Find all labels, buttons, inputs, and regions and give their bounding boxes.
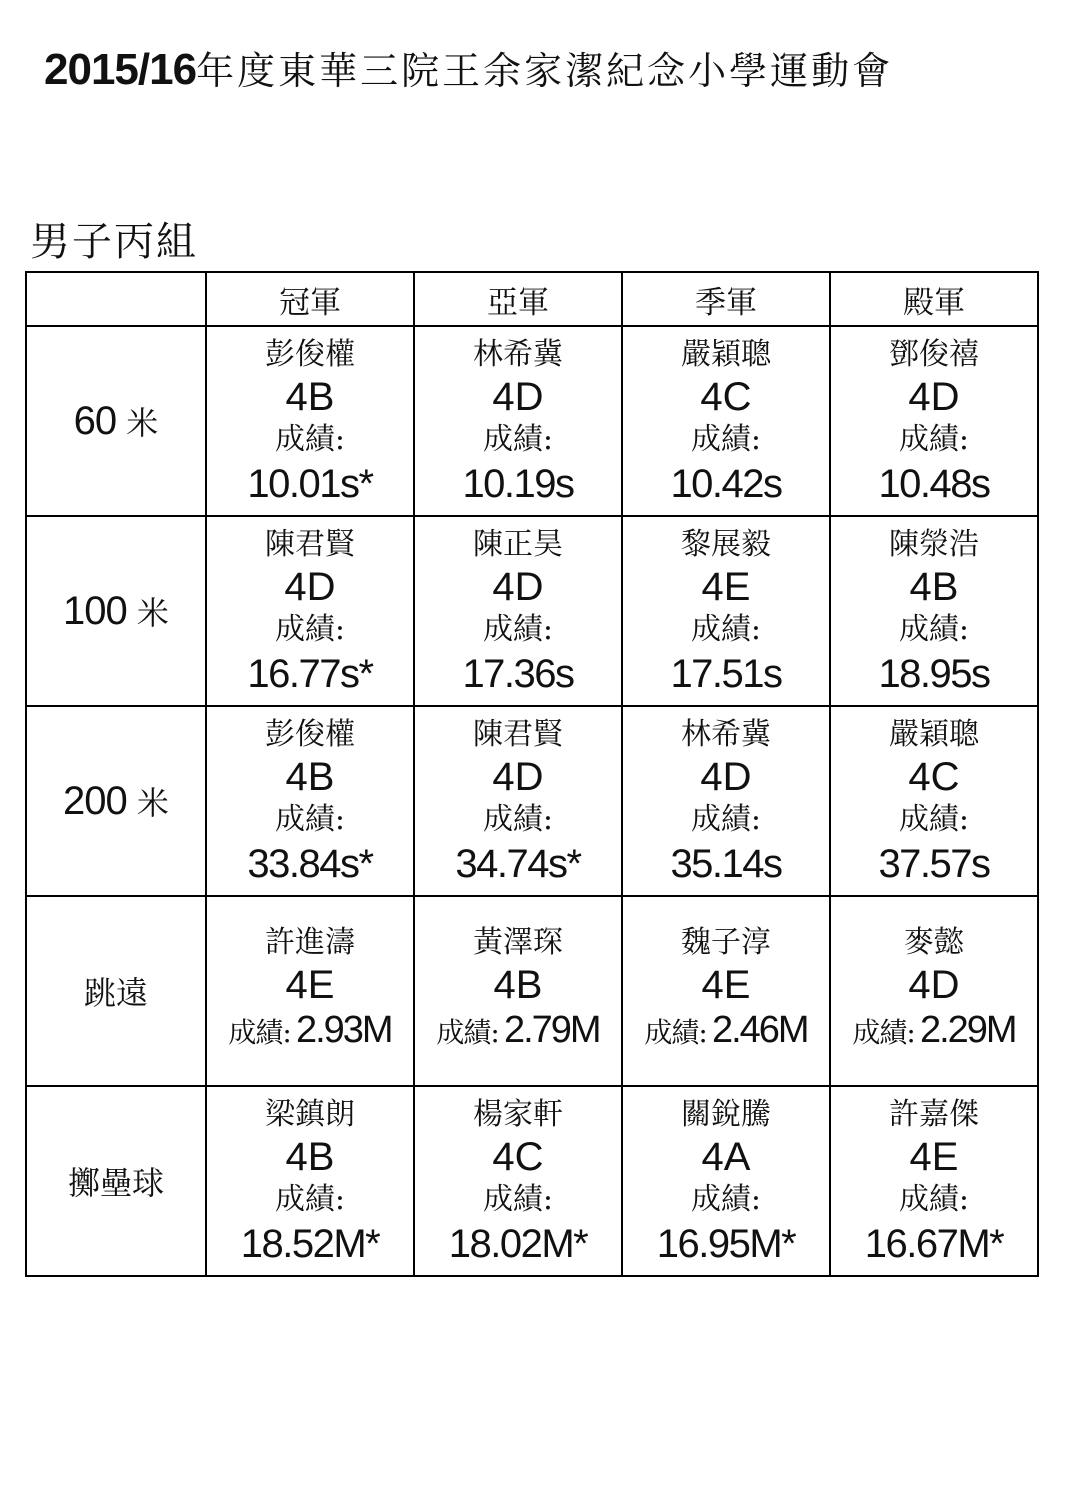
score-label: 成績:	[436, 1015, 499, 1049]
athlete-name: 彭俊權	[265, 337, 355, 372]
result-cell	[830, 706, 1038, 896]
header-fourth-place: 殿軍	[830, 272, 1038, 326]
title-text: 年度東華三院王余家潔紀念小學運動會	[196, 49, 894, 93]
event-row	[26, 896, 1038, 1086]
header-row	[26, 272, 1038, 326]
corner-cell	[26, 272, 206, 326]
athlete-name: 陳滎浩	[889, 527, 979, 562]
athlete-class: 4C	[492, 1135, 544, 1179]
result-cell	[414, 896, 622, 1086]
athlete-class: 4E	[909, 1135, 959, 1179]
result-cell	[830, 1086, 1038, 1276]
event-unit: 米	[136, 784, 169, 822]
athlete-name: 林希冀	[681, 717, 771, 752]
header-first-runner-up: 亞軍	[414, 272, 622, 326]
athlete-class: 4B	[909, 565, 959, 609]
result-cell	[830, 326, 1038, 516]
event-name-cell	[26, 326, 206, 516]
event-row	[26, 1086, 1038, 1276]
score-line	[623, 1007, 829, 1060]
result-cell	[414, 1086, 622, 1276]
score-label: 成績:	[898, 802, 970, 837]
score-value: 18.95s	[878, 652, 990, 696]
athlete-name: 陳君賢	[473, 717, 563, 752]
event-name-cell	[26, 1086, 206, 1276]
athlete-name: 鄧俊禧	[889, 337, 979, 372]
results-body	[26, 326, 1038, 1276]
result-cell	[830, 896, 1038, 1086]
score-label: 成績:	[482, 802, 554, 837]
score-value: 2.29M	[919, 1008, 1016, 1051]
event-unit: 米	[136, 594, 169, 632]
score-value: 37.57s	[878, 842, 990, 886]
score-value: 17.36s	[462, 652, 574, 696]
title-year: 2015/16	[44, 45, 197, 94]
athlete-name: 許進濤	[265, 924, 355, 960]
athlete-name: 關銳騰	[681, 1097, 771, 1132]
score-label: 成績:	[690, 612, 762, 647]
score-value: 10.42s	[670, 462, 782, 506]
athlete-name: 林希冀	[473, 337, 563, 372]
athlete-class: 4D	[908, 375, 960, 419]
page-title	[44, 45, 894, 94]
result-cell	[622, 1086, 830, 1276]
result-cell	[830, 516, 1038, 706]
score-value: 2.79M	[503, 1008, 600, 1051]
athlete-name: 黎展毅	[681, 527, 771, 562]
score-label: 成績:	[644, 1015, 707, 1049]
event-row	[26, 706, 1038, 896]
athlete-name: 楊家軒	[473, 1097, 563, 1132]
athlete-class: 4D	[492, 565, 544, 609]
score-line	[415, 1007, 621, 1060]
event-label	[63, 779, 169, 823]
score-label: 成績:	[690, 422, 762, 457]
result-cell	[622, 326, 830, 516]
score-label: 成績:	[690, 802, 762, 837]
score-value: 35.14s	[670, 842, 782, 886]
score-line	[831, 1007, 1037, 1060]
event-label: 跳遠	[83, 974, 148, 1012]
athlete-class: 4D	[284, 565, 336, 609]
score-value: 33.84s*	[247, 842, 373, 886]
athlete-name: 麥懿	[904, 924, 964, 960]
score-value: 16.77s*	[247, 652, 373, 696]
result-cell	[622, 706, 830, 896]
result-cell	[622, 896, 830, 1086]
athlete-name: 許嘉傑	[889, 1097, 979, 1132]
event-name-cell	[26, 706, 206, 896]
score-label: 成績:	[482, 422, 554, 457]
event-distance: 60	[73, 399, 117, 443]
event-distance: 200	[63, 779, 127, 823]
score-value: 18.02M*	[448, 1222, 588, 1266]
score-value: 16.95M*	[656, 1222, 796, 1266]
athlete-class: 4D	[700, 755, 752, 799]
score-value: 16.67M*	[864, 1222, 1004, 1266]
athlete-class: 4E	[701, 565, 751, 609]
athlete-class: 4D	[492, 375, 544, 419]
score-label: 成績:	[852, 1015, 915, 1049]
athlete-name: 彭俊權	[265, 717, 355, 752]
score-value: 17.51s	[670, 652, 782, 696]
event-distance: 100	[63, 589, 127, 633]
athlete-name: 嚴穎聰	[681, 337, 771, 372]
athlete-name: 魏子淳	[681, 924, 771, 960]
header-champion: 冠軍	[206, 272, 414, 326]
result-cell	[206, 326, 414, 516]
athlete-class: 4C	[700, 375, 752, 419]
score-label: 成績:	[898, 1182, 970, 1217]
athlete-class: 4B	[285, 1135, 335, 1179]
event-name-cell	[26, 516, 206, 706]
athlete-name: 黃澤琛	[473, 924, 563, 960]
result-cell	[414, 706, 622, 896]
event-label	[74, 399, 159, 443]
score-value: 10.48s	[878, 462, 990, 506]
result-cell	[206, 706, 414, 896]
score-label: 成績:	[482, 1182, 554, 1217]
athlete-class: 4C	[908, 755, 960, 799]
result-cell	[414, 326, 622, 516]
result-cell	[206, 896, 414, 1086]
athlete-class: 4E	[701, 962, 751, 1007]
score-label: 成績:	[898, 422, 970, 457]
event-name-cell	[26, 896, 206, 1086]
athlete-class: 4D	[908, 962, 960, 1007]
event-row	[26, 326, 1038, 516]
event-label	[63, 589, 169, 633]
score-label: 成績:	[228, 1015, 291, 1049]
event-label: 擲壘球	[67, 1164, 164, 1202]
athlete-class: 4B	[493, 962, 543, 1007]
score-label: 成績:	[274, 422, 346, 457]
score-label: 成績:	[690, 1182, 762, 1217]
score-label: 成績:	[274, 802, 346, 837]
athlete-name: 陳君賢	[265, 527, 355, 562]
athlete-name: 陳正昊	[473, 527, 563, 562]
score-label: 成績:	[274, 612, 346, 647]
score-value: 10.19s	[462, 462, 574, 506]
result-cell	[622, 516, 830, 706]
score-value: 2.93M	[295, 1008, 392, 1051]
athlete-name: 梁鎮朗	[265, 1097, 355, 1132]
score-value: 34.74s*	[455, 842, 581, 886]
result-cell	[206, 516, 414, 706]
athlete-class: 4D	[492, 755, 544, 799]
score-value: 2.46M	[711, 1008, 808, 1051]
score-label: 成績:	[482, 612, 554, 647]
group-heading: 男子丙組	[30, 219, 198, 265]
result-cell	[206, 1086, 414, 1276]
athlete-class: 4B	[285, 755, 335, 799]
score-value: 18.52M*	[240, 1222, 380, 1266]
athlete-class: 4E	[285, 962, 335, 1007]
athlete-class: 4A	[701, 1135, 751, 1179]
event-row	[26, 516, 1038, 706]
score-value: 10.01s*	[247, 462, 373, 506]
athlete-class: 4B	[285, 375, 335, 419]
header-second-runner-up: 季軍	[622, 272, 830, 326]
event-unit: 米	[126, 404, 159, 442]
result-cell	[414, 516, 622, 706]
score-line	[207, 1007, 413, 1060]
score-label: 成績:	[274, 1182, 346, 1217]
athlete-name: 嚴穎聰	[889, 717, 979, 752]
results-table	[25, 271, 1039, 1277]
score-label: 成績:	[898, 612, 970, 647]
